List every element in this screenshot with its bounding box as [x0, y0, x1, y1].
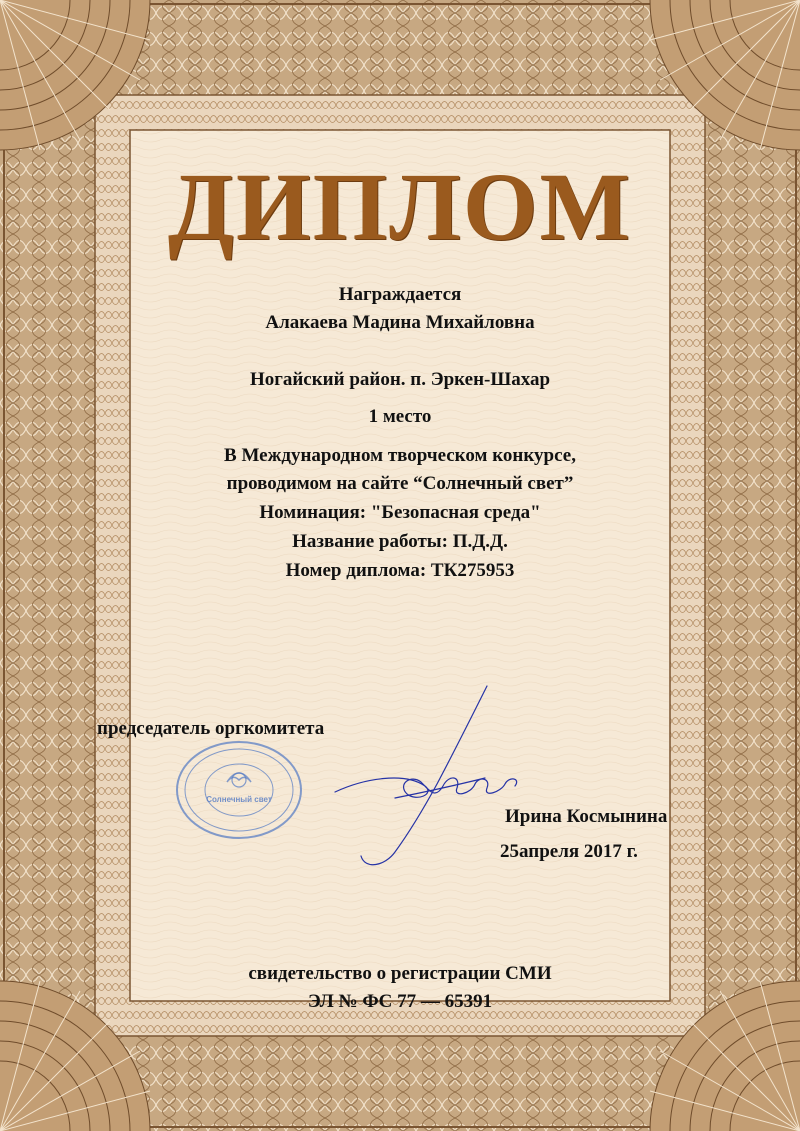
work-title: Название работы: П.Д.Д. — [292, 531, 508, 552]
diploma-number: Номер диплома: ТК275953 — [285, 560, 515, 581]
awarded-label: Награждается — [338, 284, 462, 305]
signer-name: Ирина Космынина — [505, 806, 668, 827]
place-awarded: 1 место — [368, 406, 432, 427]
recipient-location: Ногайский район. п. Эркен-Шахар — [249, 369, 551, 390]
contest-line-1: В Международном творческом конкурсе, — [224, 445, 576, 466]
recipient-name: Алакаева Мадина Михайловна — [265, 312, 535, 333]
round-seal-stamp — [175, 740, 303, 840]
stamp-center-text: Солнечный свет — [206, 795, 272, 804]
nomination: Номинация: "Безопасная среда" — [259, 502, 541, 523]
contest-line-2: проводимом на сайте “Солнечный свет” — [226, 473, 574, 494]
diploma-title: ДИПЛОМ — [167, 153, 633, 260]
signature-date: 25апреля 2017 г. — [500, 841, 638, 862]
registration-line-2: ЭЛ № ФС 77 — 65391 — [307, 991, 493, 1012]
chair-label: председатель оргкомитета — [97, 718, 325, 739]
registration-line-1: свидетельство о регистрации СМИ — [248, 963, 552, 984]
